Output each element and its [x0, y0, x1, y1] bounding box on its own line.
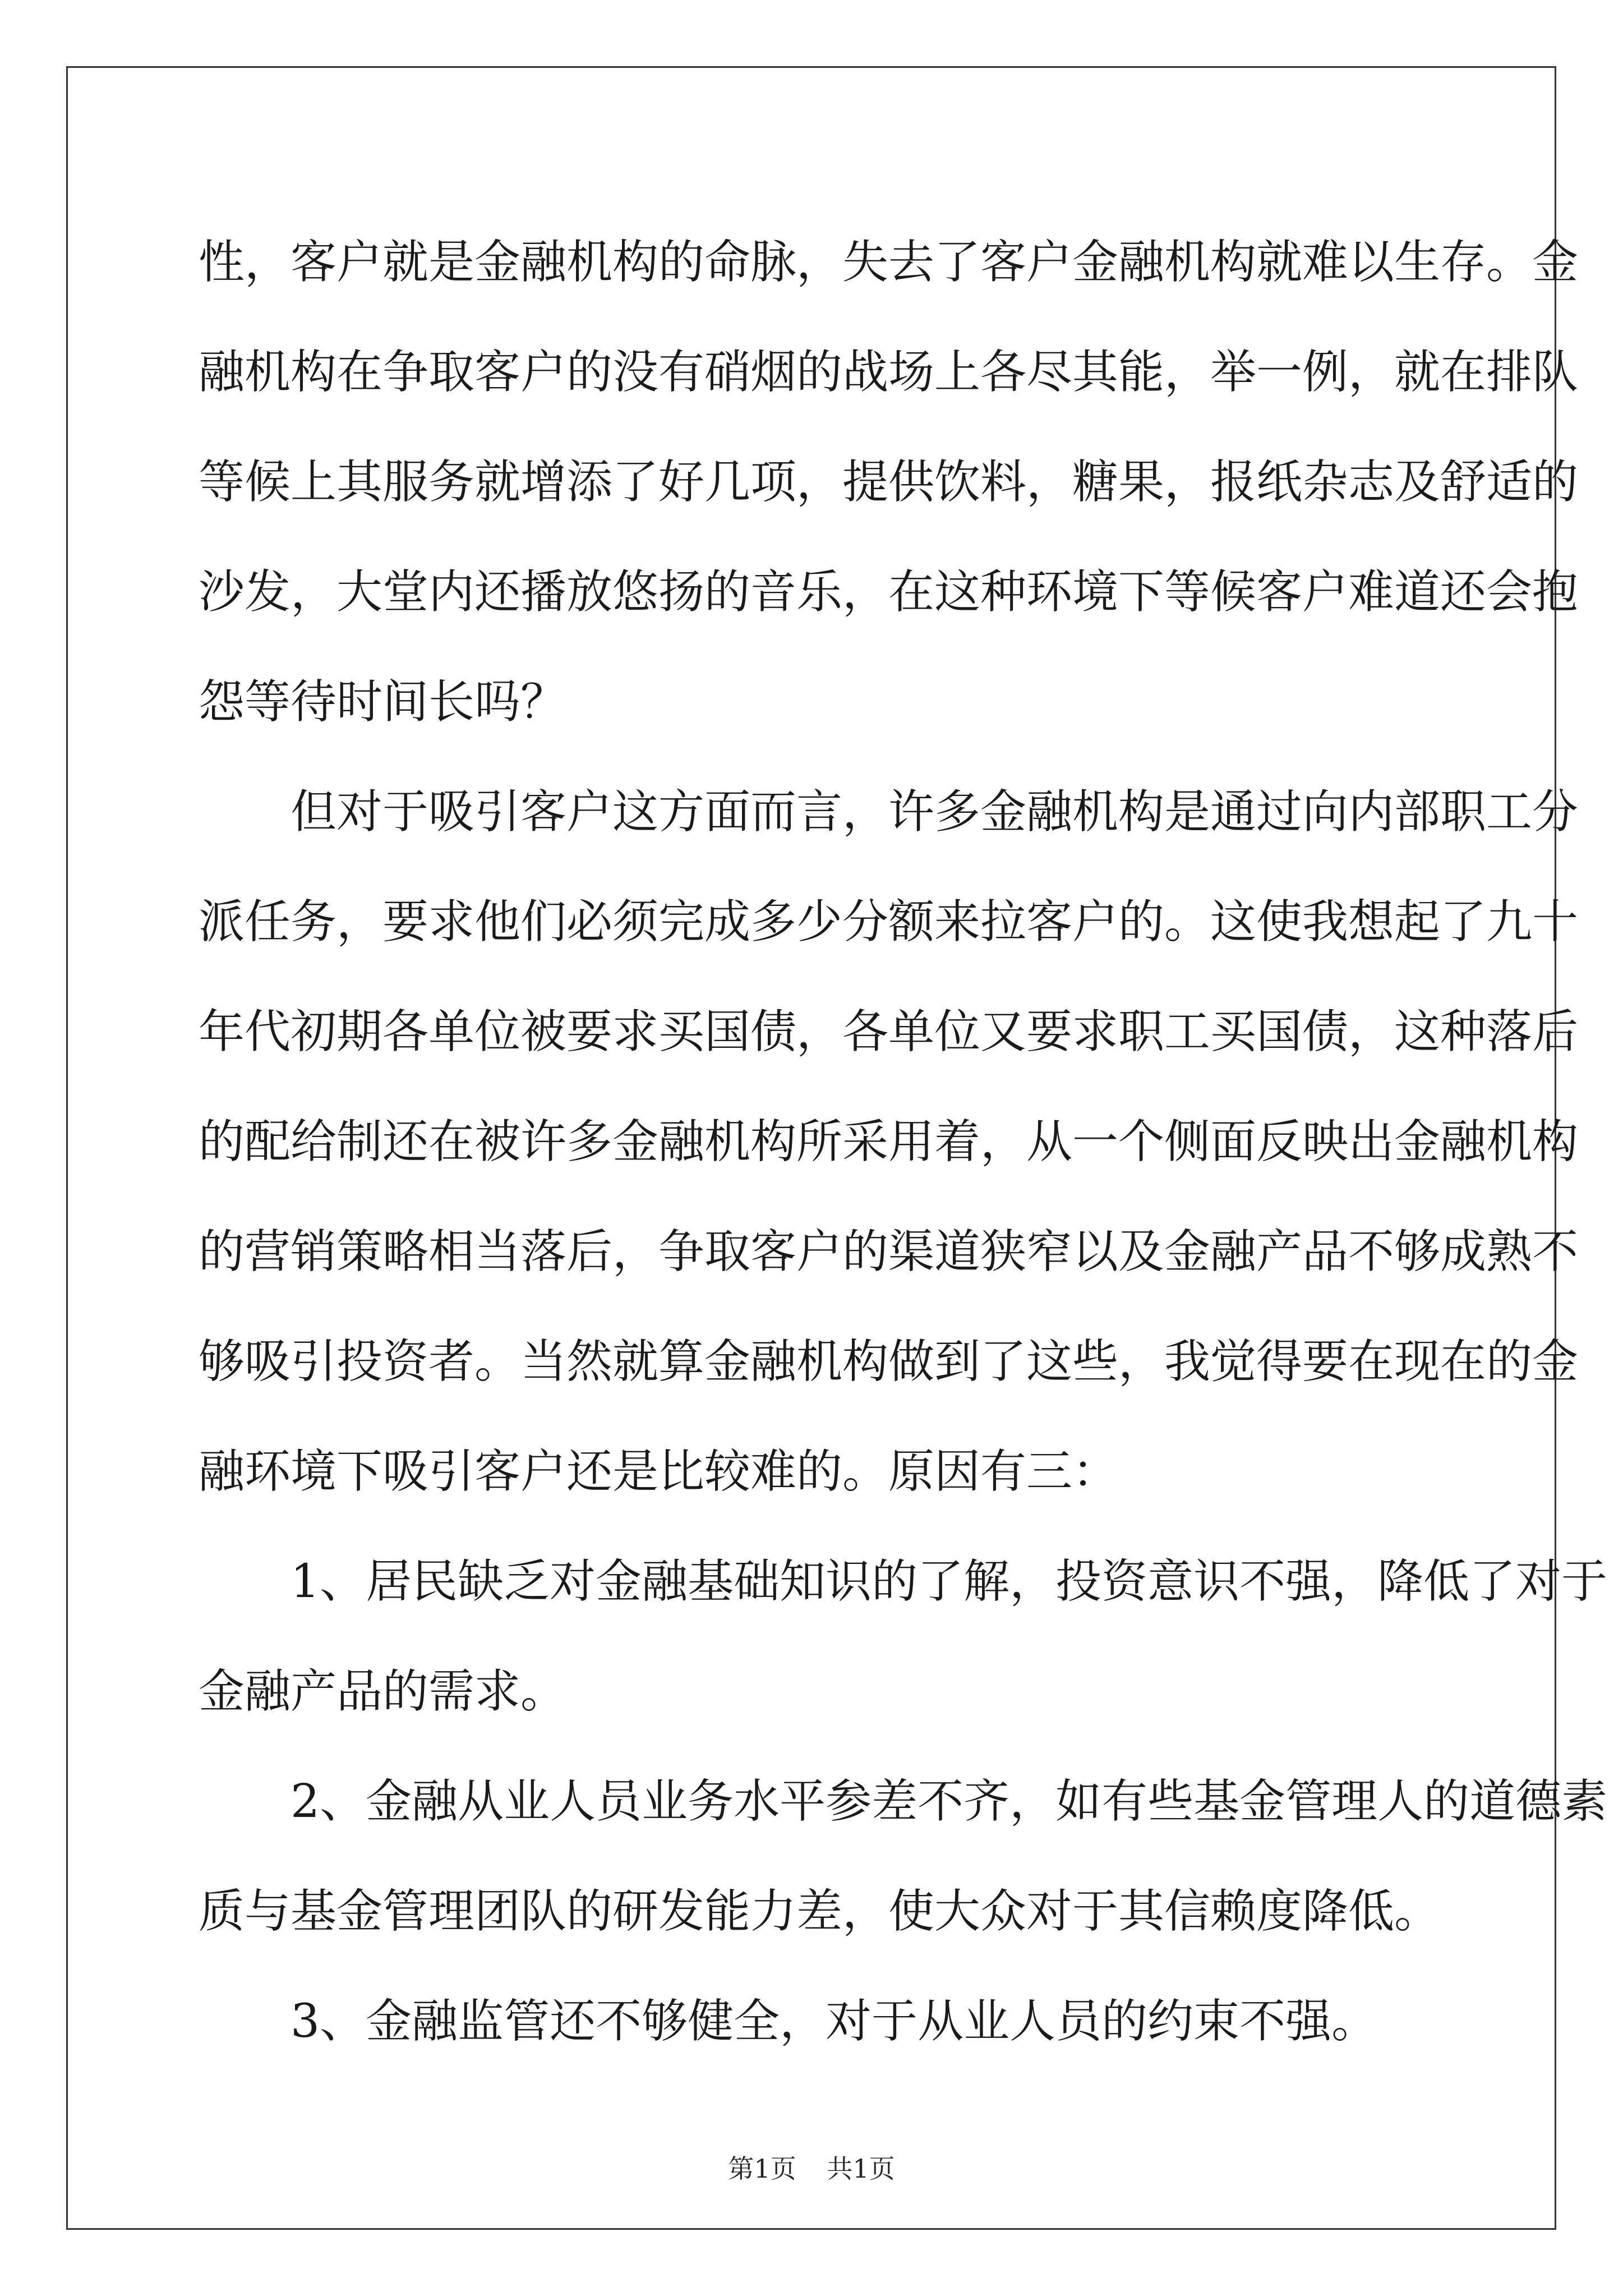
document-body	[199, 208, 1608, 2077]
paragraph-1	[199, 208, 1579, 757]
text-line: 够吸引投资者。当然就算金融机构做到了这些，我觉得要在现在的金	[199, 1335, 1579, 1388]
paragraph-4	[199, 1747, 1608, 1967]
text-line: 融机构在争取客户的没有硝烟的战场上各尽其能，举一例，就在排队	[199, 346, 1579, 399]
paragraph-2	[199, 757, 1579, 1527]
text-line: 的配给制还在被许多金融机构所采用着，从一个侧面反映出金融机构	[199, 1115, 1579, 1168]
text-line: 质与基金管理团队的研发能力差，使大众对于其信赖度降低。	[199, 1885, 1441, 1938]
text-line: 融环境下吸引客户还是比较难的。原因有三：	[199, 1445, 1119, 1498]
text-line: 1、居民缺乏对金融基础知识的了解，投资意识不强，降低了对于	[291, 1555, 1608, 1608]
text-line: 但对于吸引客户这方面而言，许多金融机构是通过向内部职工分	[291, 785, 1579, 839]
paragraph-5	[199, 1967, 1424, 2077]
text-line: 派任务，要求他们必须完成多少分额来拉客户的。这使我想起了九十	[199, 895, 1579, 949]
text-line: 的营销策略相当落后，争取客户的渠道狭窄以及金融产品不够成熟不	[199, 1225, 1579, 1278]
text-line: 性，客户就是金融机构的命脉，失去了客户金融机构就难以生存。金	[199, 236, 1579, 289]
text-line: 年代初期各单位被要求买国债，各单位又要求职工买国债，这种落后	[199, 1005, 1579, 1059]
text-line: 怨等待时间长吗？	[199, 675, 567, 729]
text-line: 金融产品的需求。	[199, 1665, 567, 1718]
text-line: 沙发，大堂内还播放悠扬的音乐，在这种环境下等候客户难道还会抱	[199, 565, 1579, 619]
paragraph-3	[199, 1527, 1608, 1747]
text-line: 等候上其服务就增添了好几项，提供饮料，糖果，报纸杂志及舒适的	[199, 455, 1579, 509]
page-footer	[0, 2148, 1623, 2185]
page-number-total: 共1页	[827, 2154, 895, 2184]
text-line: 3、金融监管还不够健全，对于从业人员的约束不强。	[291, 1995, 1378, 2048]
page-number-current: 第1页	[728, 2154, 796, 2184]
text-line: 2、金融从业人员业务水平参差不齐，如有些基金管理人的道德素	[291, 1775, 1608, 1828]
